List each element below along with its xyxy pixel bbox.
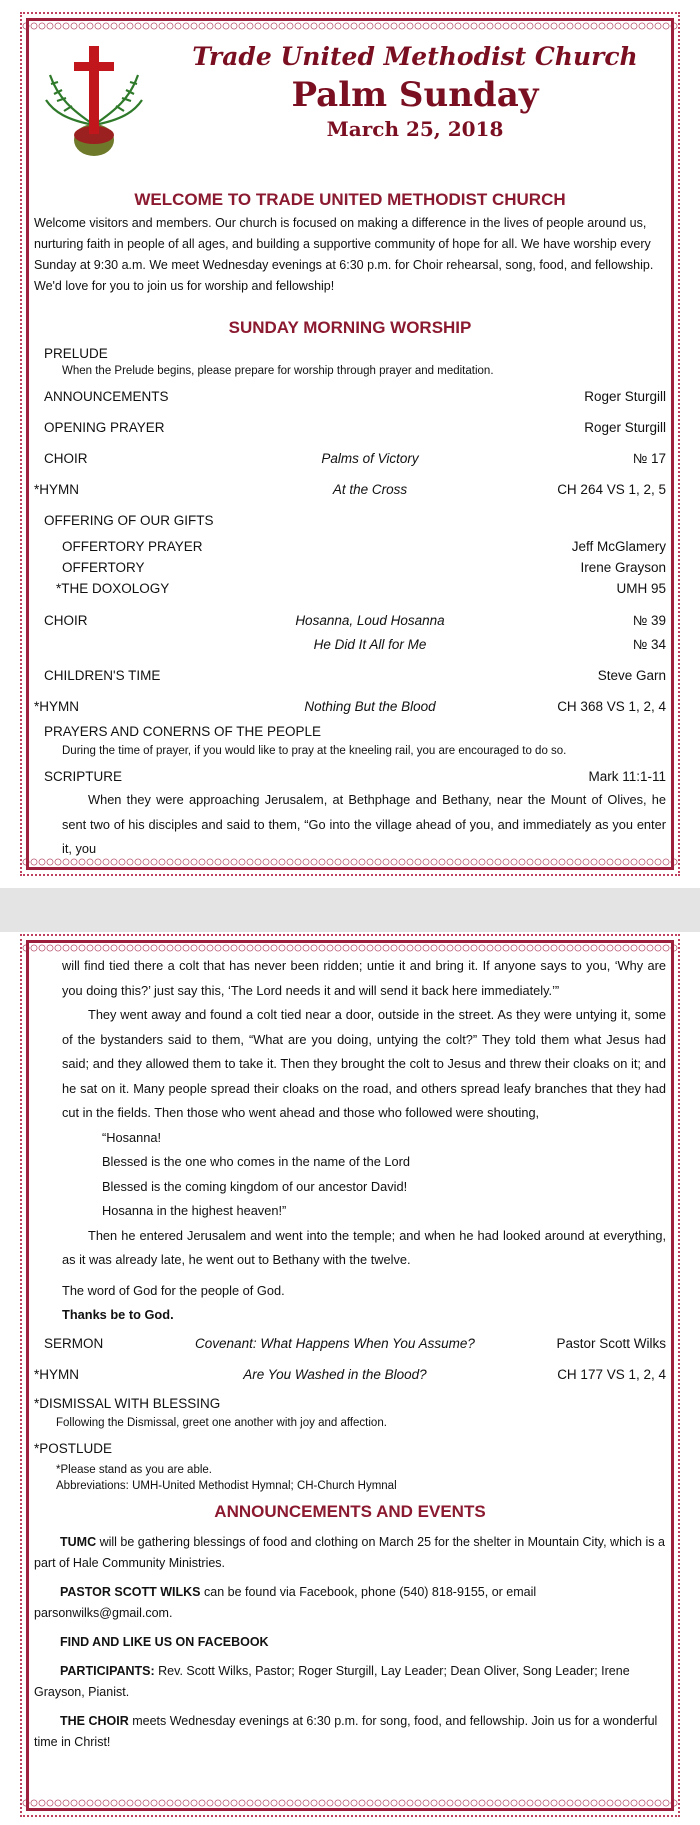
offertory-row [62, 557, 666, 578]
row-label: OPENING PRAYER [44, 420, 165, 435]
abbrev-note: Abbreviations: UMH-United Methodist Hymnal; CH-Church Hymnal [56, 1479, 397, 1492]
row-right: Steve Garn [597, 668, 666, 683]
row-right: Mark 11:1-11 [588, 769, 666, 784]
row-label: CHILDREN'S TIME [44, 668, 161, 683]
sermon-row [44, 1328, 666, 1359]
choir-text: meets Wednesday evenings at 6:30 p.m. for song, food, and fellowship. Join us for a wonderful time in Christ! [34, 1713, 658, 1749]
row-right: Roger Sturgill [584, 389, 666, 404]
postlude-label: *POSTLUDE [34, 1440, 113, 1456]
row-label: OFFERTORY PRAYER [62, 539, 203, 554]
participants-bold: PARTICIPANTS: [60, 1663, 155, 1678]
row-label: *HYMN [34, 699, 80, 714]
hymn-row [34, 474, 666, 505]
announcements-row [44, 381, 666, 412]
row-label: SCRIPTURE [44, 769, 123, 784]
row-title: Nothing But the Blood [304, 699, 436, 714]
pastor-text: can be found via Facebook, phone (540) 818-9155, or email parsonwilks@gmail.com. [34, 1584, 537, 1620]
participants-text: Rev. Scott Wilks, Pastor; Roger Sturgill, Lay Leader; Dean Oliver, Song Leader; Irene Grayson, Pianist. [34, 1663, 630, 1699]
tumc-bold: TUMC [60, 1534, 97, 1549]
row-right: Jeff McGlamery [571, 539, 666, 554]
announcements-heading: ANNOUNCEMENTS AND EVENTS [214, 1501, 486, 1521]
service-title: Palm Sunday [291, 75, 539, 115]
choir-bold: THE CHOIR [60, 1713, 129, 1728]
doxology-row [56, 578, 666, 599]
row-right: № 39 [632, 613, 666, 628]
row-right: № 34 [632, 637, 666, 652]
announcement-choir [34, 1711, 666, 1753]
worship-heading: SUNDAY MORNING WORSHIP [228, 318, 472, 337]
prayers-note: During the time of prayer, if you would like to pray at the kneeling rail, you are encouraged to do so. [62, 745, 567, 757]
row-right: CH 264 VS 1, 2, 5 [557, 482, 666, 497]
palm-cross-icon [42, 40, 147, 165]
scripture-text-2: They went away and found a colt tied near a door, outside in the street. As they were untying it, some of the bystanders said to them, “What are you doing, untying the colt?” They told them what Jesus had said; and they allowed them to take it. Then they brought the colt to Jesus and threw their cloaks on it; and he sat on it. Many people spread their cloaks on the road, and others spread leafy branches that they had cut in the fields. Then those who went ahead and those who followed were shouting, [62, 1007, 666, 1120]
dismissal-note: Following the Dismissal, greet one another with joy and affection. [56, 1416, 387, 1429]
dismissal-label: *DISMISSAL WITH BLESSING [34, 1395, 221, 1411]
row-title: Covenant: What Happens When You Assume? [195, 1335, 475, 1351]
announcement-participants [34, 1661, 666, 1703]
scripture-text-1: When they were approaching Jerusalem, at Bethphage and Bethany, near the Mount of Olives, he sent two of his disciples and said to them, “Go into the village ahead of you, and immediately as you enter it, you [62, 792, 666, 856]
prelude-label: PRELUDE [44, 346, 108, 361]
row-right: Roger Sturgill [584, 420, 666, 435]
hosanna-line: “Hosanna! [102, 1129, 162, 1145]
choir-row-2b [44, 636, 666, 654]
choir-row-2 [44, 605, 666, 636]
opening-prayer-row [44, 412, 666, 443]
stand-note: *Please stand as you are able. [56, 1463, 212, 1476]
hosanna-block [62, 1126, 666, 1224]
prayers-label: PRAYERS AND CONERNS OF THE PEOPLE [44, 724, 322, 739]
row-label: OFFERTORY [62, 560, 145, 575]
row-label: *HYMN [34, 1366, 80, 1382]
welcome-heading: WELCOME TO TRADE UNITED METHODIST CHURCH [134, 190, 566, 209]
scripture-text-3: Then he entered Jerusalem and went into the temple; and when he had looked around at everything, as it was already late, he went out to Bethany with the twelve. [62, 1227, 666, 1267]
row-label: *THE DOXOLOGY [56, 581, 170, 596]
word-of-god: The word of God for the people of God. [62, 1282, 285, 1298]
hymn-row-2 [34, 691, 666, 722]
row-right: Irene Grayson [580, 560, 666, 575]
row-title: Palms of Victory [321, 451, 419, 466]
row-label: OFFERING OF OUR GIFTS [44, 513, 214, 528]
row-right: CH 368 VS 1, 2, 4 [557, 699, 666, 714]
pastor-bold: PASTOR SCOTT WILKS [60, 1584, 201, 1599]
row-right: Pastor Scott Wilks [556, 1335, 666, 1351]
row-label: ANNOUNCEMENTS [44, 389, 169, 404]
offering-row [44, 505, 666, 536]
hosanna-line: Blessed is the coming kingdom of our ancestor David! [102, 1178, 408, 1194]
announcement-pastor [34, 1582, 666, 1624]
offertory-prayer-row [62, 536, 666, 557]
bulletin-page-2 [0, 932, 700, 1825]
row-title: He Did It All for Me [313, 637, 427, 652]
row-label: *HYMN [34, 482, 80, 497]
welcome-text: Welcome visitors and members. Our church is focused on making a difference in the lives of people around us, nurturing faith in people of all ages, and building a supportive community of hope for all. We have worship every Sunday at 9:30 a.m. We meet Wednesday evenings at 6:30 p.m. for Choir rehearsal, song, food, and fellowship. We'd love for you to join us for worship and fellowship! [34, 216, 654, 293]
choir-row [44, 443, 666, 474]
childrens-time-row [44, 660, 666, 691]
row-right: № 17 [632, 451, 666, 466]
row-title: Are You Washed in the Blood? [243, 1366, 427, 1382]
row-title: At the Cross [332, 482, 408, 497]
announcement-facebook: FIND AND LIKE US ON FACEBOOK [60, 1634, 269, 1649]
tumc-text: will be gathering blessings of food and clothing on March 25 for the shelter in Mountain City, which is a part of Hale Community Ministries. [34, 1534, 665, 1570]
church-name: Trade United Methodist Church [192, 42, 638, 71]
row-label: CHOIR [44, 613, 88, 628]
hosanna-line: Blessed is the one who comes in the name of the Lord [102, 1154, 411, 1169]
response-text: Thanks be to God. [62, 1307, 174, 1322]
row-right: UMH 95 [616, 581, 666, 596]
row-label: SERMON [44, 1335, 104, 1351]
row-title: Hosanna, Loud Hosanna [295, 613, 445, 628]
hosanna-line: Hosanna in the highest heaven!” [102, 1203, 287, 1218]
row-label: CHOIR [44, 451, 88, 466]
hymn-row-3 [34, 1359, 666, 1390]
announcement-tumc [34, 1532, 666, 1574]
row-right: CH 177 VS 1, 2, 4 [557, 1366, 666, 1382]
scripture-text-1b: will find tied there a colt that has never been ridden; untie it and bring it. If anyone says to you, ‘Why are you doing this?’ just say this, ‘The Lord needs it and will send it back here immediately.’” [62, 958, 666, 998]
service-date: March 25, 2018 [326, 117, 504, 141]
bulletin-page-1 [0, 0, 700, 888]
prelude-note: When the Prelude begins, please prepare for worship through prayer and meditation. [62, 365, 494, 377]
